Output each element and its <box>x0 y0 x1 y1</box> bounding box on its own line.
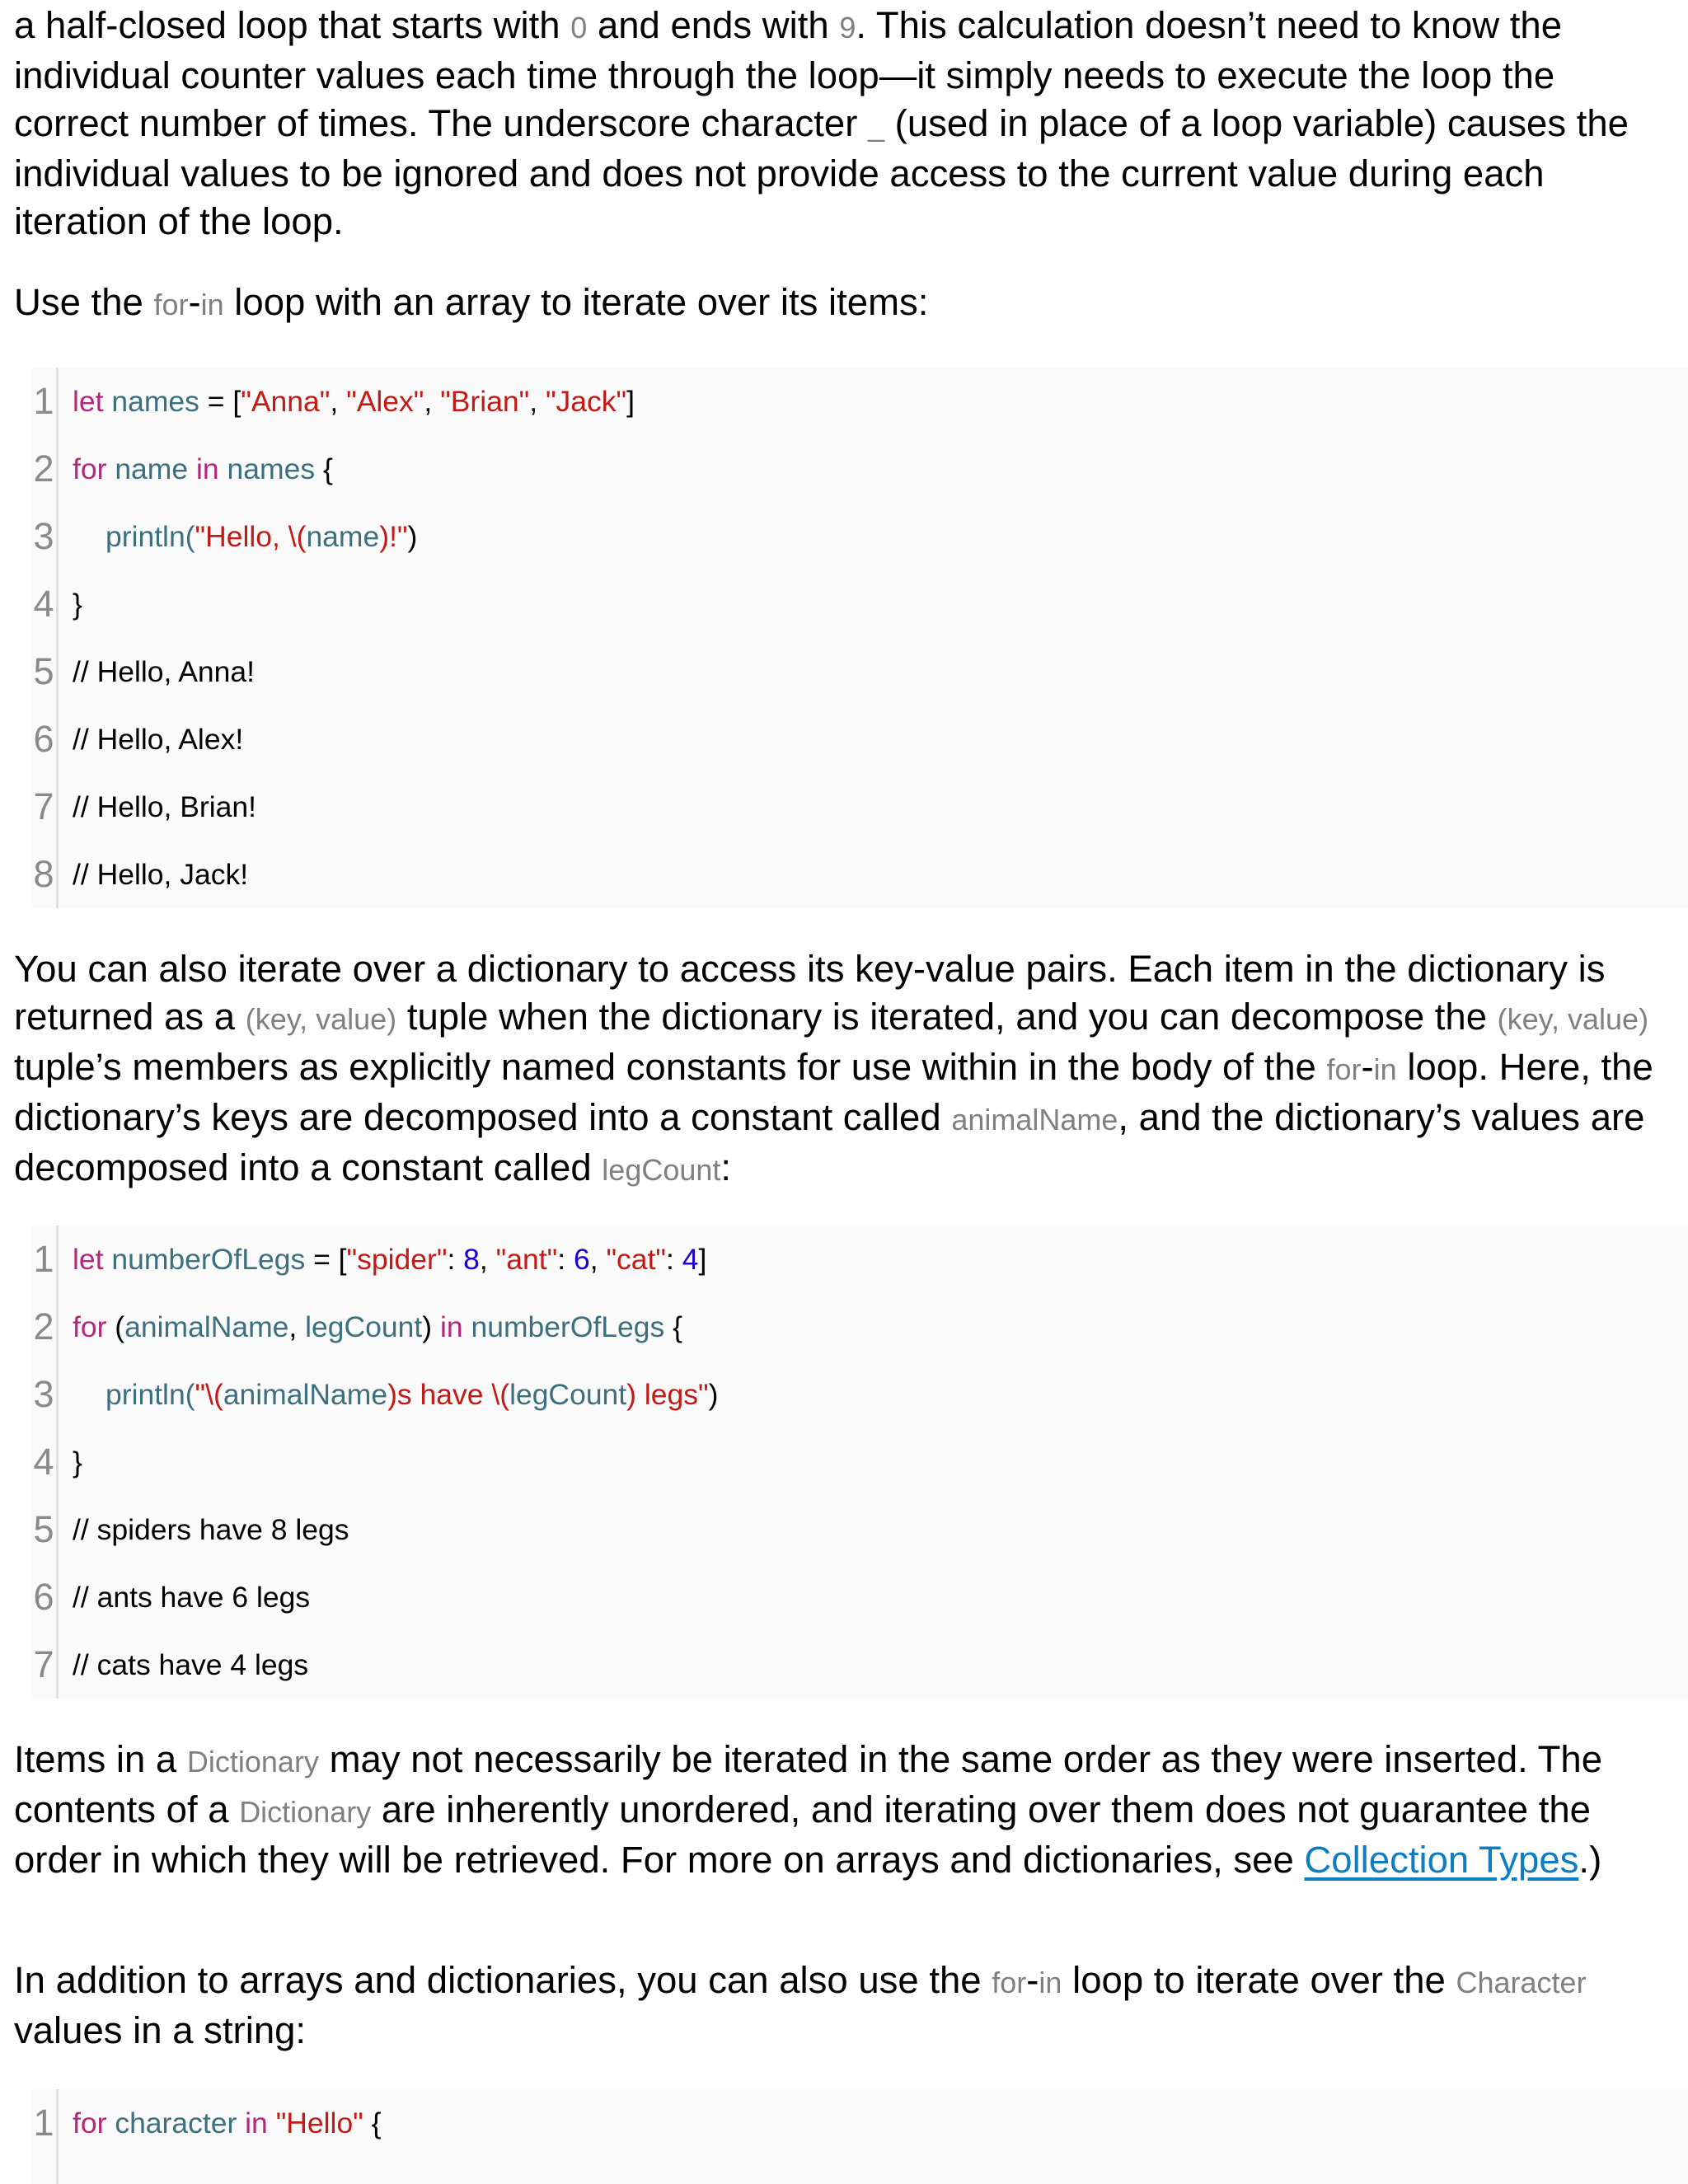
inline-code: legCount <box>602 1153 721 1187</box>
inline-code: animalName <box>951 1103 1118 1137</box>
inline-code: for <box>153 288 189 321</box>
code-block-number-of-legs <box>31 1226 1688 1699</box>
code-comment: // spiders have 8 legs <box>73 1513 349 1546</box>
inline-code: in <box>1373 1052 1397 1086</box>
line-number: 8 <box>33 853 54 895</box>
code-comment: // Hello, Anna! <box>73 655 256 688</box>
inline-code: 0 <box>570 11 588 45</box>
code-line <box>31 1563 1688 1631</box>
code-line <box>31 773 1688 841</box>
code-line: 4 } <box>31 1428 1688 1496</box>
paragraph-dictionary-iteration: You can also iterate over a dictionary to access its key-value pairs. Each item in the dictionary is returned as a (key, value) tuple when the dictionary is iterated, and you can decompose the (key, value) tuple’s members as explicitly named constants for use within in the body of the for-in loop. Here, the dictionary’s keys are decomposed into a constant called animalName, and the dictionary’s values are decomposed into a constant called legCount: <box>14 948 1653 1188</box>
code-line: 2 for (animalName, legCount) in numberOfLegs { <box>31 1293 1688 1361</box>
line-number: 5 <box>33 650 54 692</box>
code-line: 2 for name in names { <box>31 435 1688 503</box>
inline-code: (key, value) <box>1497 1002 1649 1036</box>
code-line: 1 let names = ["Anna", "Alex", "Brian", "Jack"] <box>31 368 1688 435</box>
code-line <box>31 841 1688 908</box>
code-block-hello-characters <box>31 2089 1688 2184</box>
line-number: 1 <box>33 1238 54 1280</box>
line-number: 7 <box>33 1643 54 1685</box>
inline-code: in <box>1039 1966 1062 1999</box>
line-number: 2 <box>33 1305 54 1347</box>
inline-code: _ <box>868 109 885 143</box>
line-number: 6 <box>33 1576 54 1618</box>
paragraph-dictionary-order: Items in a Dictionary may not necessarily be iterated in the same order as they were inserted. The contents of a Dictionary are inherently unordered, and iterating over them does not guarantee the order in which they will be retrieved. For more on arrays and dictionaries, see Collection Types.) <box>14 1738 1603 1881</box>
paragraph-half-closed-loop: a half-closed loop that starts with 0 and ends with 9. This calculation doesn’t need to know the individual counter values each time through the loop—it simply needs to execute the loop the correct number of times. The underscore character _ (used in place of a loop variable) causes the individual values to be ignored and does not provide access to the current value during each iteration of the loop. <box>14 4 1629 242</box>
line-number: 1 <box>33 2102 54 2144</box>
code-comment: // Hello, Brian! <box>73 790 256 823</box>
collection-types-link[interactable]: Collection Types <box>1304 1839 1579 1881</box>
line-number: 3 <box>33 1373 54 1415</box>
paragraph-array-intro: Use the for-in loop with an array to iterate over its items: <box>14 281 929 323</box>
code-line: 1 let numberOfLegs = ["spider": 8, "ant": 6, "cat": 4] <box>31 1226 1688 1293</box>
line-number: 1 <box>33 380 54 422</box>
line-number: 5 <box>33 1508 54 1550</box>
inline-code: (key, value) <box>245 1002 397 1036</box>
code-block-names <box>31 368 1688 908</box>
paragraph-string-iteration: In addition to arrays and dictionaries, you can also use the for-in loop to iterate over the Character values in a string: <box>14 1959 1587 2051</box>
line-number: 4 <box>33 583 54 625</box>
inline-code: for <box>1326 1052 1362 1086</box>
code-line <box>31 1496 1688 1563</box>
code-line: 3 println("\(animalName)s have \(legCount) legs") <box>31 1361 1688 1428</box>
inline-code: in <box>200 288 224 321</box>
inline-code: Character <box>1456 1966 1587 1999</box>
line-number: 3 <box>33 515 54 557</box>
code-comment: // Hello, Jack! <box>73 858 249 891</box>
line-number: 4 <box>33 1441 54 1483</box>
inline-code: Dictionary <box>186 1745 319 1779</box>
line-number: 2 <box>33 448 54 490</box>
code-line <box>31 638 1688 705</box>
code-line <box>31 705 1688 773</box>
inline-code: for <box>992 1966 1027 1999</box>
inline-code: 9 <box>839 11 856 45</box>
code-comment: // ants have 6 legs <box>73 1581 311 1614</box>
inline-code: Dictionary <box>239 1795 372 1829</box>
code-line: 3 println("Hello, \(name)!") <box>31 503 1688 570</box>
line-number: 7 <box>33 785 54 827</box>
code-line <box>31 1631 1688 1699</box>
code-line: 1 for character in "Hello" { <box>31 2089 1688 2157</box>
line-number: 6 <box>33 718 54 760</box>
code-line: 4 } <box>31 570 1688 638</box>
code-comment: // cats have 4 legs <box>73 1648 309 1681</box>
code-comment: // Hello, Alex! <box>73 723 244 756</box>
